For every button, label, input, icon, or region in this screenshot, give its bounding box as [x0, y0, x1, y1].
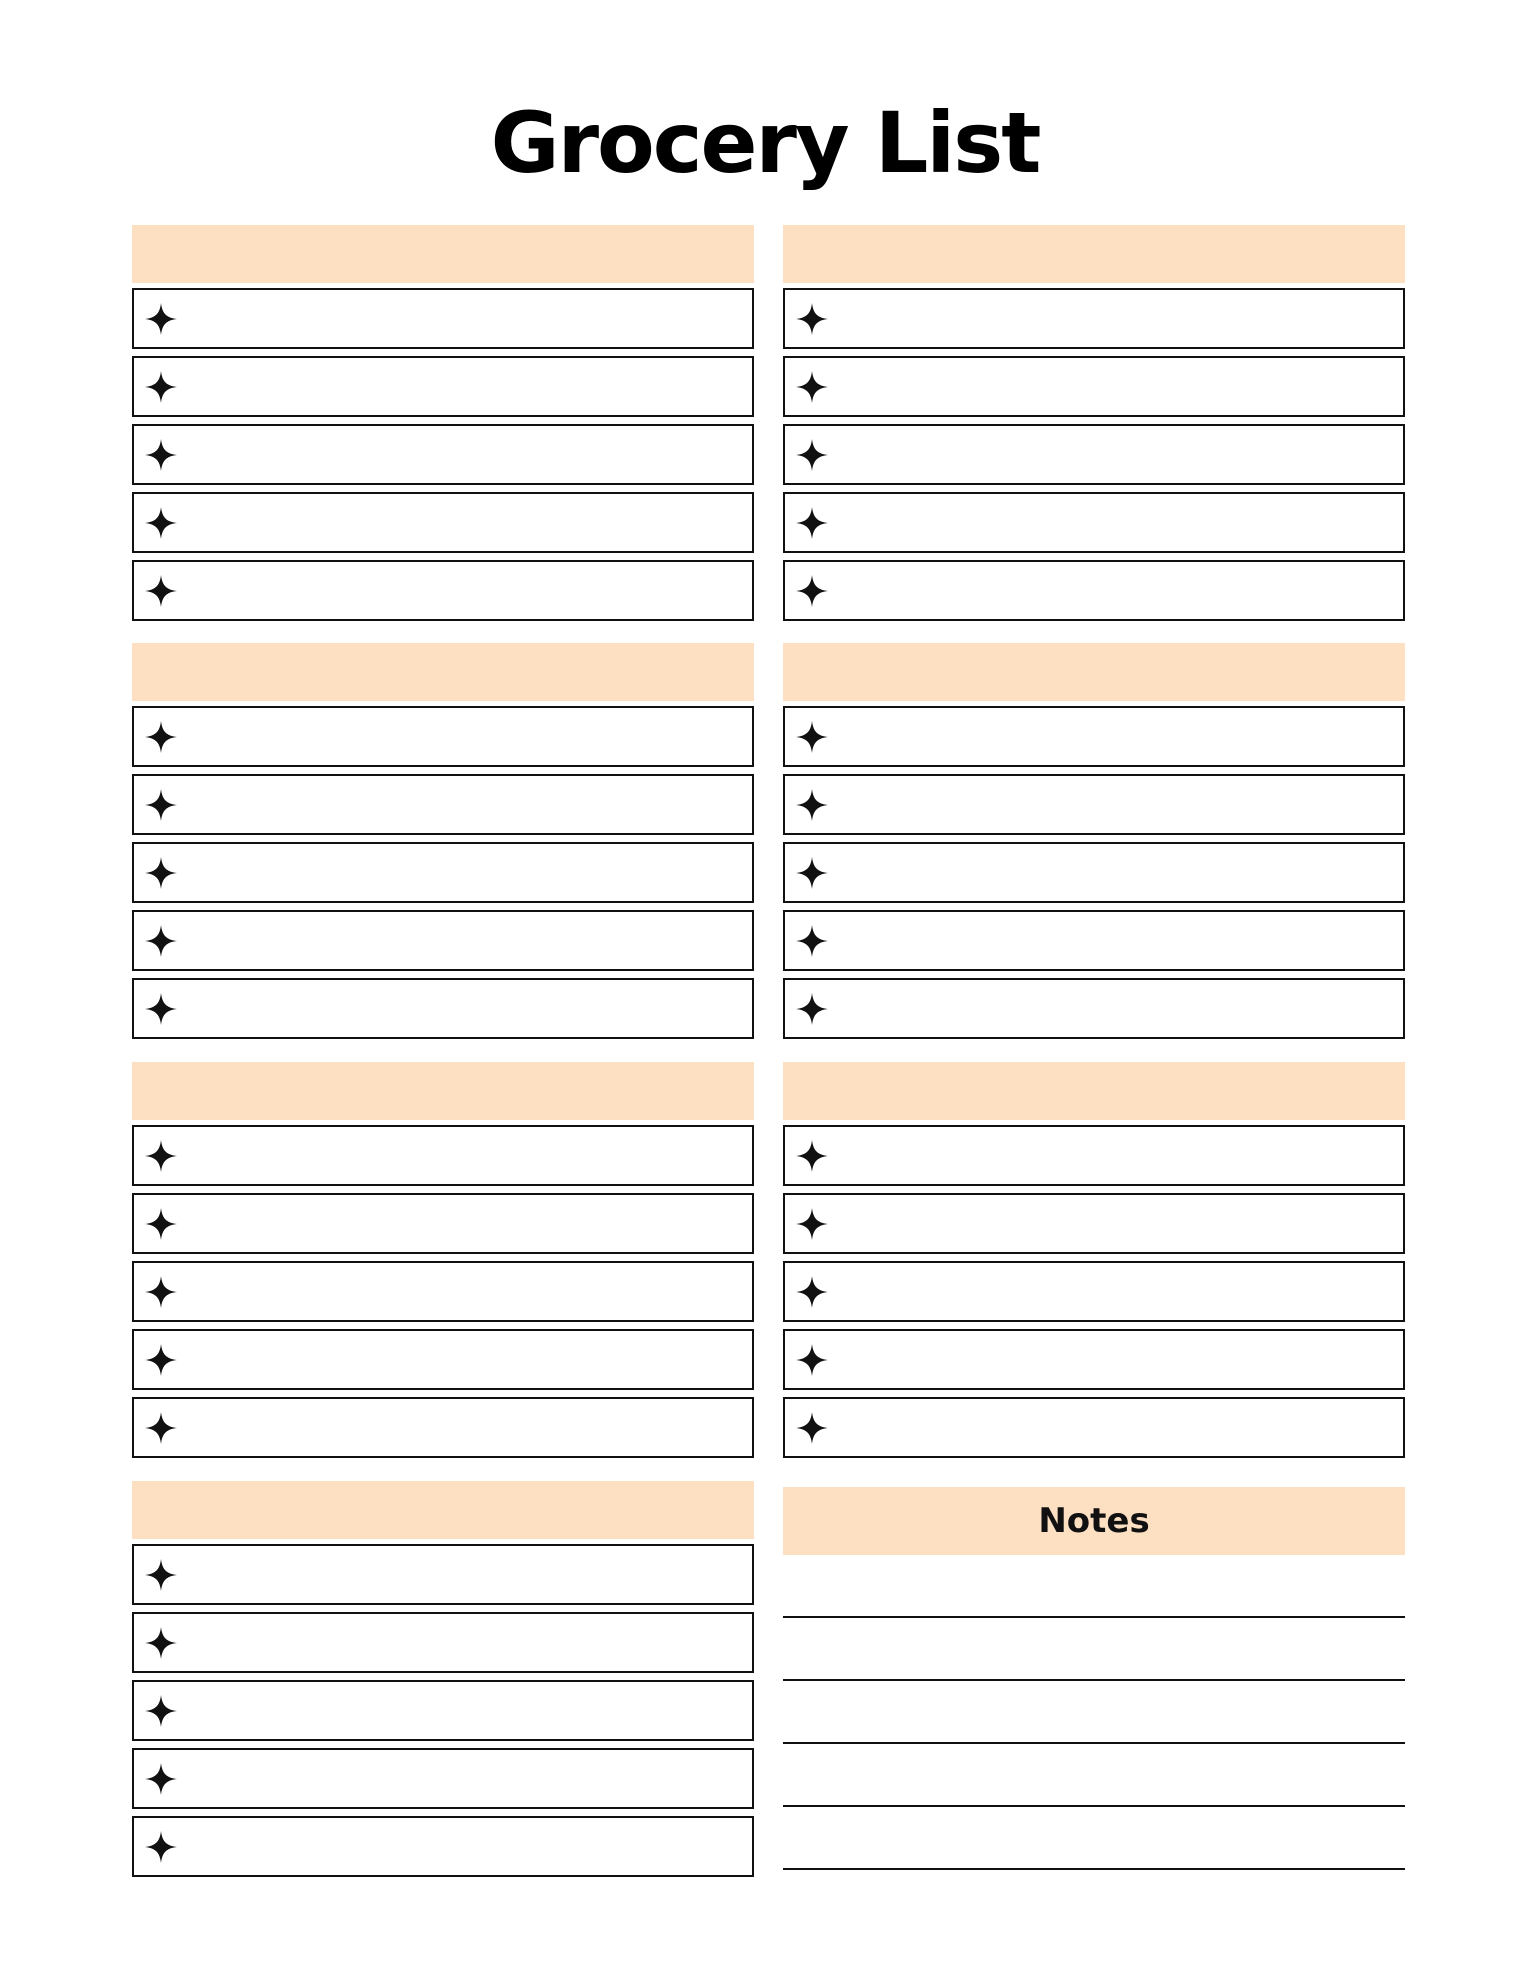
- list-item[interactable]: [783, 1125, 1405, 1186]
- list-item[interactable]: [783, 1261, 1405, 1322]
- list-item[interactable]: [783, 1397, 1405, 1458]
- list-item[interactable]: [783, 706, 1405, 767]
- category-section: [132, 1481, 754, 1884]
- four-point-star-icon: [144, 856, 178, 890]
- four-point-star-icon: [795, 574, 829, 608]
- list-item[interactable]: [132, 706, 754, 767]
- category-header[interactable]: [783, 225, 1405, 283]
- four-point-star-icon: [144, 1343, 178, 1377]
- four-point-star-icon: [144, 992, 178, 1026]
- list-item[interactable]: [783, 288, 1405, 349]
- four-point-star-icon: [144, 1558, 178, 1592]
- four-point-star-icon: [144, 574, 178, 608]
- list-item[interactable]: [132, 560, 754, 621]
- list-item[interactable]: [783, 1329, 1405, 1390]
- four-point-star-icon: [144, 1207, 178, 1241]
- four-point-star-icon: [144, 720, 178, 754]
- notes-lines: [783, 1555, 1405, 1870]
- note-line[interactable]: [783, 1618, 1405, 1681]
- category-header[interactable]: [132, 1481, 754, 1539]
- note-line[interactable]: [783, 1681, 1405, 1744]
- four-point-star-icon: [144, 506, 178, 540]
- four-point-star-icon: [144, 438, 178, 472]
- category-header[interactable]: [132, 225, 754, 283]
- four-point-star-icon: [795, 856, 829, 890]
- list-item[interactable]: [132, 492, 754, 553]
- four-point-star-icon: [795, 992, 829, 1026]
- category-section: [783, 1062, 1405, 1465]
- list-item[interactable]: [132, 424, 754, 485]
- list-item[interactable]: [132, 1680, 754, 1741]
- four-point-star-icon: [144, 1275, 178, 1309]
- four-point-star-icon: [795, 302, 829, 336]
- list-item[interactable]: [783, 356, 1405, 417]
- list-item[interactable]: [132, 1544, 754, 1605]
- notes-section: [783, 1487, 1405, 1870]
- four-point-star-icon: [795, 438, 829, 472]
- four-point-star-icon: [144, 1762, 178, 1796]
- list-item[interactable]: [783, 424, 1405, 485]
- four-point-star-icon: [144, 1694, 178, 1728]
- page-title: Grocery List: [490, 94, 1040, 192]
- four-point-star-icon: [144, 924, 178, 958]
- list-item[interactable]: [783, 492, 1405, 553]
- four-point-star-icon: [144, 788, 178, 822]
- category-section: [132, 643, 754, 1046]
- category-section: [132, 225, 754, 628]
- list-item[interactable]: [132, 774, 754, 835]
- four-point-star-icon: [144, 1411, 178, 1445]
- category-header[interactable]: [783, 643, 1405, 701]
- four-point-star-icon: [795, 1207, 829, 1241]
- four-point-star-icon: [144, 302, 178, 336]
- four-point-star-icon: [795, 1275, 829, 1309]
- list-item[interactable]: [783, 978, 1405, 1039]
- four-point-star-icon: [144, 1139, 178, 1173]
- list-item[interactable]: [132, 1125, 754, 1186]
- four-point-star-icon: [144, 370, 178, 404]
- four-point-star-icon: [795, 370, 829, 404]
- four-point-star-icon: [795, 788, 829, 822]
- list-item[interactable]: [132, 1261, 754, 1322]
- four-point-star-icon: [795, 1411, 829, 1445]
- four-point-star-icon: [144, 1626, 178, 1660]
- four-point-star-icon: [795, 924, 829, 958]
- four-point-star-icon: [795, 720, 829, 754]
- category-section: [132, 1062, 754, 1465]
- category-section: [783, 225, 1405, 628]
- list-item[interactable]: [783, 560, 1405, 621]
- note-line[interactable]: [783, 1807, 1405, 1870]
- note-line[interactable]: [783, 1744, 1405, 1807]
- list-item[interactable]: [783, 1193, 1405, 1254]
- list-item[interactable]: [783, 910, 1405, 971]
- list-item[interactable]: [132, 288, 754, 349]
- list-item[interactable]: [132, 1397, 754, 1458]
- note-line[interactable]: [783, 1555, 1405, 1618]
- category-section: [783, 643, 1405, 1046]
- four-point-star-icon: [795, 506, 829, 540]
- category-header[interactable]: [132, 643, 754, 701]
- list-item[interactable]: [132, 842, 754, 903]
- category-header[interactable]: [783, 1062, 1405, 1120]
- list-item[interactable]: [132, 356, 754, 417]
- list-item[interactable]: [783, 774, 1405, 835]
- list-item[interactable]: [132, 1329, 754, 1390]
- list-item[interactable]: [132, 1816, 754, 1877]
- four-point-star-icon: [795, 1343, 829, 1377]
- notes-header: Notes: [783, 1487, 1405, 1555]
- category-header[interactable]: [132, 1062, 754, 1120]
- list-item[interactable]: [783, 842, 1405, 903]
- list-item[interactable]: [132, 1612, 754, 1673]
- four-point-star-icon: [795, 1139, 829, 1173]
- list-item[interactable]: [132, 910, 754, 971]
- four-point-star-icon: [144, 1830, 178, 1864]
- list-item[interactable]: [132, 1748, 754, 1809]
- list-item[interactable]: [132, 978, 754, 1039]
- list-item[interactable]: [132, 1193, 754, 1254]
